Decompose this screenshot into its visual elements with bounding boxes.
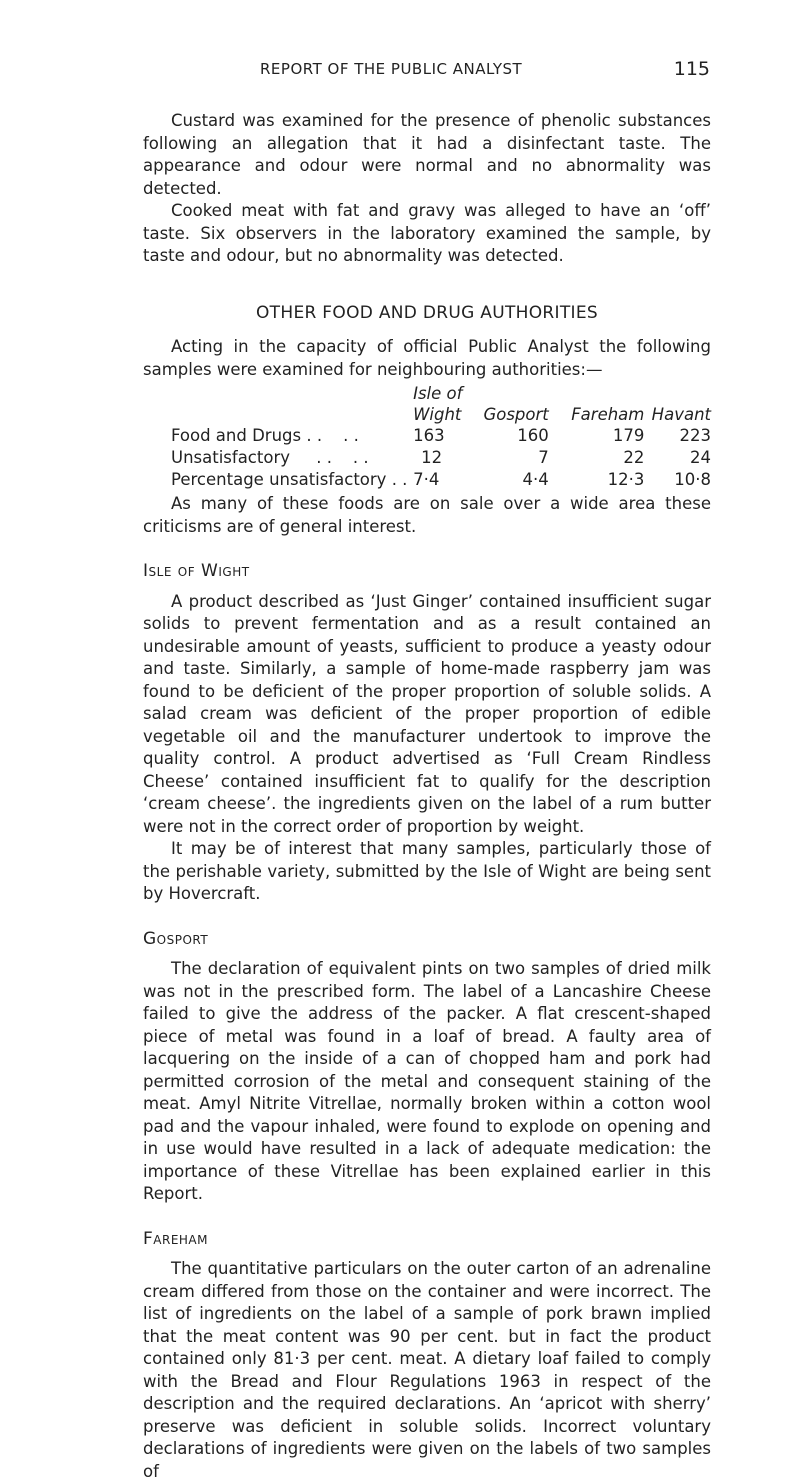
column-header-fareham: Fareham: [571, 405, 645, 424]
row-label: Food and Drugs . . . .: [171, 426, 359, 445]
table-cell: 22: [623, 448, 645, 467]
table-cell: 163: [413, 426, 445, 445]
page-number: 115: [673, 58, 710, 80]
table-row: [143, 447, 711, 469]
column-header-gosport: Gosport: [483, 405, 549, 424]
table-row: [143, 469, 711, 491]
paragraph-isle-of-wight-2: It may be of interest that many samples, particularly those of the perishable variety, submitted by the Isle of Wight are being sent by Hovercraft.: [143, 839, 711, 903]
paragraph-fareham: The quantitative particulars on the outer carton of an adrenaline cream differed from those on the container and were incorrect. The list of ingredients on the label of a sample of pork brawn implied that the meat content was 90 per cent. but in fact the product contained only 81·3 per cent. meat. A dietary loaf failed to comply with the Bread and Flour Regulations 1963 in respect of the description and the required declarations. An ‘apricot with sherry’ preserve was deficient in soluble solids. Incorrect voluntary declarations of ingredients were given on the labels of two samples of: [143, 1259, 711, 1481]
table-header-row: [143, 383, 711, 425]
running-title: REPORT OF THE PUBLIC ANALYST: [260, 60, 523, 78]
table-note: As many of these foods are on sale over a wide area these criticisms are of general interest.: [143, 494, 711, 536]
paragraph-isle-of-wight-1: A product described as ‘Just Ginger’ contained insufficient sugar solids to prevent fermentation and as a result contained an undesirable amount of yeasts, sufficient to produce a yeasty odour and taste. Similarly, a sample of home-made raspberry jam was found to be deficient of the proper proportion of soluble solids. A salad cream was deficient of the proper proportion of edible vegetable oil and the manufacturer undertook to improve the quality control. A product advertised as ‘Full Cream Rindless Cheese’ contained insufficient fat to qualify for the description ‘cream cheese’. the ingredients given on the label of a rum butter were not in the correct order of proportion by weight.: [143, 591, 711, 836]
table-cell: 7·4: [413, 470, 440, 489]
body-text: [143, 110, 711, 1483]
row-label: Percentage unsatisfactory . .: [171, 470, 408, 489]
table-cell: 24: [690, 448, 711, 467]
section-heading-fareham: Fareham: [143, 1228, 208, 1249]
table-intro: Acting in the capacity of official Public Analyst the following samples were examined for neighbouring authorities:—: [143, 337, 711, 379]
table-cell: 12·3: [607, 470, 645, 489]
row-label: Unsatisfactory . . . .: [171, 448, 369, 467]
table-cell: 179: [612, 426, 645, 445]
section-title: OTHER FOOD AND DRUG AUTHORITIES: [256, 302, 598, 323]
column-header-havant: Havant: [651, 405, 711, 424]
table-cell: 160: [517, 426, 549, 445]
table-cell: 12: [421, 448, 443, 467]
section-heading-gosport: Gosport: [143, 928, 209, 949]
samples-table: [143, 383, 711, 491]
table-cell: 7: [538, 448, 549, 467]
table-row: [143, 425, 711, 447]
table-cell: 10·8: [674, 470, 711, 489]
table-cell: 223: [679, 426, 711, 445]
paragraph-custard: Custard was examined for the presence of phenolic substances following an allegation that it had a disinfectant taste. The appearance and odour were normal and no abnormality was detected.: [143, 111, 711, 198]
table-cell: 4·4: [522, 470, 549, 489]
paragraph-gosport: The declaration of equivalent pints on two samples of dried milk was not in the prescribed form. The label of a Lancashire Cheese failed to give the address of the packer. A flat crescent-shaped piece of metal was found in a loaf of bread. A faulty area of lacquering on the inside of a can of chopped ham and pork had permitted corrosion of the metal and consequent staining of the meat. Amyl Nitrite Vitrellae, normally broken within a cotton wool pad and the vapour inhaled, were found to explode on opening and in use would have resulted in a lack of adequate medication: the importance of these Vitrellae has been explained earlier in this Report.: [143, 959, 711, 1203]
section-heading-isle-of-wight: Isle of Wight: [143, 561, 250, 581]
column-header-isle-of-wight: Isle of Wight: [413, 384, 463, 424]
paragraph-cooked-meat: Cooked meat with fat and gravy was alleged to have an ‘off’ taste. Six observers in the laboratory examined the sample, by taste and odour, but no abnormality was detected.: [143, 201, 711, 265]
